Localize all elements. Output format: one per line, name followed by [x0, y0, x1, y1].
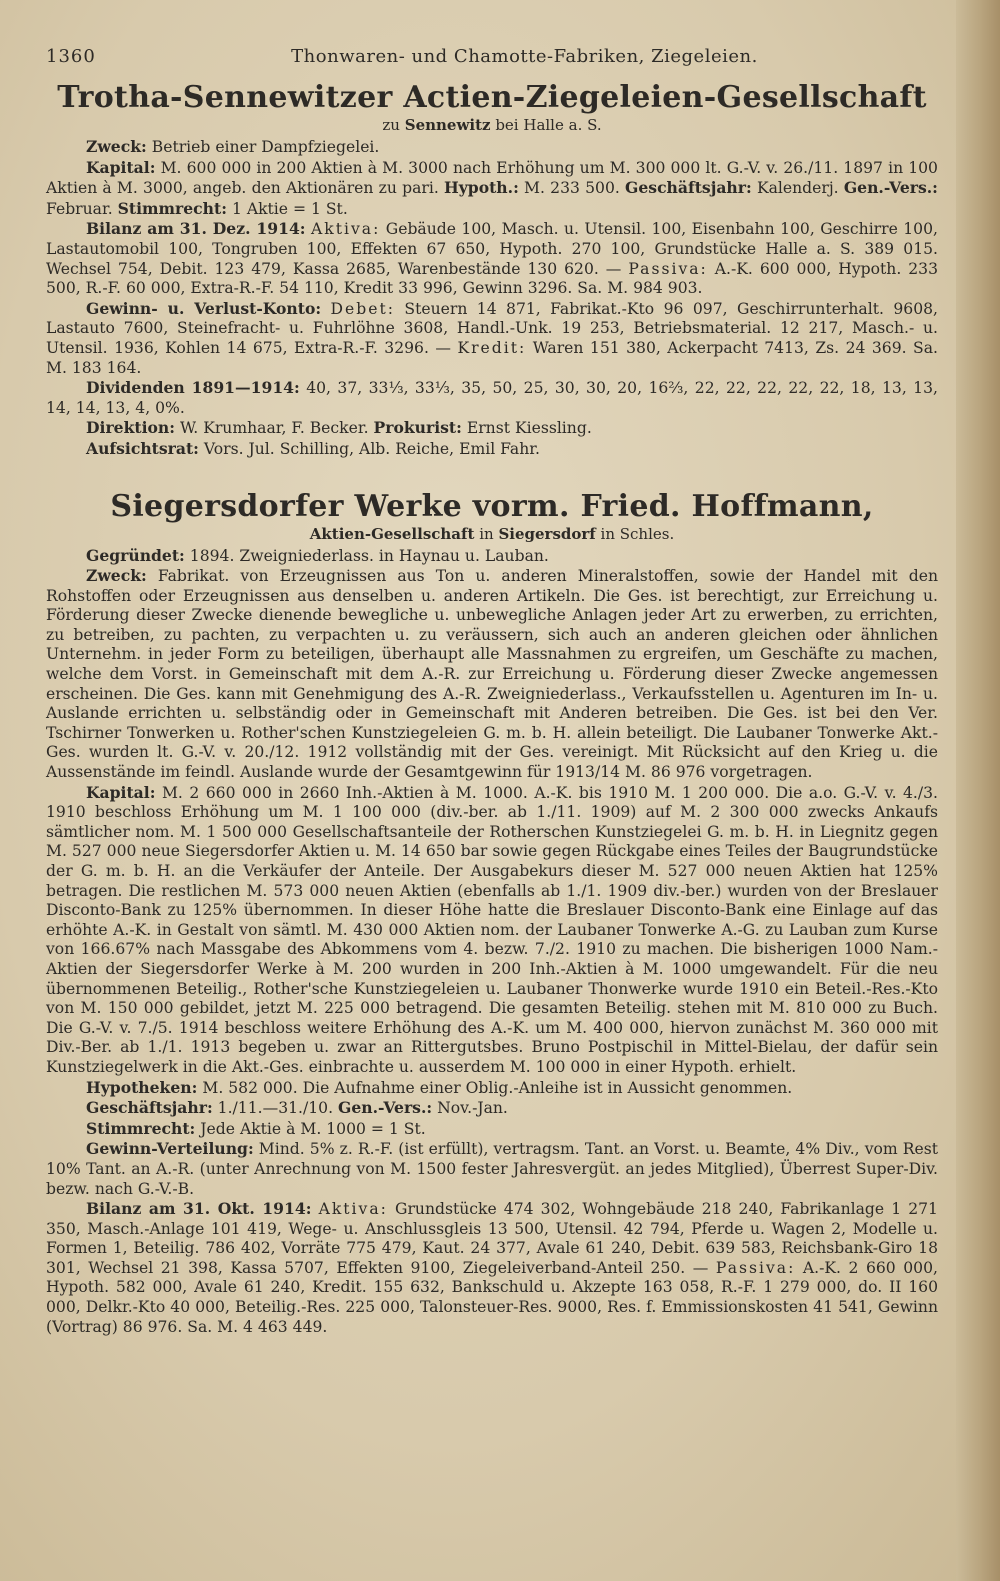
section-gap [46, 460, 938, 486]
company-location: zu Sennewitz bei Halle a. S. [382, 116, 602, 134]
dividenden-paragraph: Dividenden 1891—1914: 40, 37, 33⅓, 33⅓, 35, 50, 25, 30, 30, 20, 16⅔, 22, 22, 22, 22, 22, 18, 13, 13, 14, 14, 13, 4, 0%. [46, 378, 938, 417]
hypotheken-paragraph: Hypotheken: M. 582 000. Die Aufnahme einer Oblig.-Anleihe ist in Aussicht genommen. [86, 1077, 793, 1097]
aufsichtsrat-paragraph: Aufsichtsrat: Vors. Jul. Schilling, Alb. Reiche, Emil Fahr. [86, 438, 540, 458]
gegruendet-paragraph: Gegründet: 1894. Zweigniederlass. in Haynau u. Lauban. [86, 545, 549, 565]
direktion-paragraph: Direktion: W. Krumhaar, F. Becker. Prokurist: Ernst Kiessling. [86, 418, 592, 438]
bilanz-paragraph: Bilanz am 31. Okt. 1914: Aktiva: Grundstücke 474 302, Wohngebäude 218 240, Fabrikanlage 1 271 350, Masch.-Anlage 101 419, Wege- u. Anschlussgleis 13 500, Utensil. 42 794, Pferde u. Wagen 2, Modelle u. Formen 1, Beteilig. 786 402, Vorräte 775 479, Kaut. 24 377, Avale 61 240, Debit. 639 583, Reichsbank-Giro 18 301, Wechsel 21 398, Kassa 5707, Effekten 9100, Ziegeleiverband-Anteil 250. — Passiva: A.-K. 2 660 000, Hypoth. 582 000, Avale 61 240, Kredit. 155 632, Bankschuld u. Akzepte 163 058, R.-F. 1 279 000, do. II 160 000, Delkr.-Kto 40 000, Beteilig.-Res. 225 000, Talonsteuer-Res. 9000, Res. f. Emmissionskosten 41 541, Gewinn (Vortrag) 86 976. Sa. M. 4 463 449. [46, 1199, 938, 1336]
stimmrecht-paragraph: Stimmrecht: Jede Aktie à M. 1000 = 1 St. [86, 1118, 426, 1138]
geschaeftsjahr-paragraph: Geschäftsjahr: 1./11.—31./10. Gen.-Vers.: Nov.-Jan. [86, 1098, 508, 1118]
zweck-paragraph: Zweck: Fabrikat. von Erzeugnissen aus Ton u. anderen Mineralstoffen, sowie der Handel mit den Rohstoffen oder Erzeugnissen aus denselben u. anderen Artikeln. Die Ges. ist berechtigt, zur Erreichung u. Förderung dieser Zwecke dienende bewegliche u. unbewegliche Anlagen jeder Art zu erwerben, zu errichten, zu betreiben, zu pachten, zu verpachten u. zu veräussern, sich auch an anderen gleichen oder ähnlichen Unternehm. in jeder Form zu beteiligen, überhaupt alle Massnahmen zu ergreifen, um Geschäfte zu machen, welche dem Vorst. in Gemeinschaft mit dem A.-R. zur Erreichung u. Förderung dieser Zwecke angemessen erscheinen. Die Ges. kann mit Genehmigung des A.-R. Zweigniederlass., Verkaufsstellen u. Agenturen im In- u. Auslande errichten u. selbständig oder in Gemeinschaft mit Anderen betreiben. Die Ges. ist bei den Ver. Tschirner Tonwerken u. Rother'schen Kunstziegeleien G. m. b. H. allein beteiligt. Die Laubaner Tonwerke Akt.-Ges. wurden lt. G.-V. v. 20./12. 1912 vollständig mit der Ges. vereinigt. Mit Rücksicht auf den Krieg u. die Aussenstände im feindl. Auslande wurde der Gesamtgewinn für 1913/14 M. 86 976 vorgetragen. [46, 566, 938, 782]
zweck-paragraph: Zweck: Betrieb einer Dampfziegelei. [86, 137, 380, 156]
company-title: Trotha-Sennewitzer Actien-Ziegeleien-Gesellschaft [57, 80, 927, 115]
page-number: 1360 [46, 46, 96, 67]
gewinn-verteilung-paragraph: Gewinn-Verteilung: Mind. 5% z. R.-F. (ist erfüllt), vertragsm. Tant. an Vorst. u. Beamte, 4% Div., vom Rest 10% Tant. an A.-R. (unter Anrechnung von M. 1500 fester Jahresvergüt. an jedes Mitglied), Überrest Super-Div. bezw. nach G.-V.-B. [46, 1139, 938, 1198]
bilanz-paragraph: Bilanz am 31. Dez. 1914: Aktiva: Gebäude 100, Masch. u. Utensil. 100, Eisenbahn 100, Geschirre 100, Lastautomobil 100, Tongruben 100, Effekten 67 650, Hypoth. 270 100, Grundstücke Halle a. S. 389 015. Wechsel 754, Debit. 123 479, Kassa 2685, Warenbestände 130 620. — Passiva: A.-K. 600 000, Hypoth. 233 500, R.-F. 60 000, Extra-R.-F. 54 110, Kredit 33 996, Gewinn 3296. Sa. M. 984 903. [46, 219, 938, 298]
page-edge [956, 0, 1000, 1581]
running-title: Thonwaren- und Chamotte-Fabriken, Ziegeleien. [291, 46, 758, 67]
kapital-paragraph: Kapital: M. 2 660 000 in 2660 Inh.-Aktien à M. 1000. A.-K. bis 1910 M. 1 200 000. Die a.o. G.-V. v. 4./3. 1910 beschloss Erhöhung um M. 1 100 000 (div.-ber. ab 1./11. 1909) auf M. 2 300 000 zwecks Ankaufs sämtlicher nom. M. 1 500 000 Gesellschaftsanteile der Rotherschen Kunstziegelei G. m. b. H. in Liegnitz gegen M. 527 000 neue Siegersdorfer Aktien u. M. 14 650 bar sowie gegen Rückgabe eines Teiles der Baugrundstücke der G. m. b. H. an die Verkäufer der Anteile. Der Ausgabekurs dieser M. 527 000 neuen Aktien hat 125% betragen. Die restlichen M. 573 000 neuen Aktien (ebenfalls ab 1./1. 1909 div.-ber.) wurden von der Breslauer Disconto-Bank zu 125% übernommen. In dieser Höhe hatte die Breslauer Disconto-Bank eine Einlage auf das erhöhte A.-K. in Gestalt von sämtl. M. 430 000 Aktien nom. der Laubaner Tonwerke A.-G. zu Lauban zum Kurse von 166.67% nach Massgabe des Abkommens vom 4. bezw. 7./2. 1910 zu machen. Die bisherigen 1000 Nam.-Aktien der Siegersdorfer Werke à M. 200 wurden in 200 Inh.-Aktien à M. 1000 umgewandelt. Für die neu übernommenen Beteilig., Rother'sche Kunstziegeleien u. Laubaner Thonwerke wurde 1910 ein Beteil.-Res.-Kto von M. 150 000 gebildet, jetzt M. 225 000 betragend. Die gesamten Beteilig. stehen mit M. 810 000 zu Buch. Die G.-V. v. 7./5. 1914 beschloss weitere Erhöhung des A.-K. um M. 400 000, hiervon zunächst M. 360 000 mit Div.-Ber. ab 1./1. 1913 begeben u. zwar an Rittergutsbes. Bruno Postpischil in Mittel-Bielau, der dafür sein Kunstziegelwerk in die Akt.-Ges. einbrachte u. ausserdem M. 100 000 in einer Hypoth. erhielt. [46, 782, 939, 1076]
company-subtitle: Aktien-Gesellschaft in Siegersdorf in Schles. [309, 524, 675, 543]
page-header [46, 46, 938, 67]
entry-siegersdorfer-werke [46, 490, 938, 1338]
entry-trotha-sennewitzer [46, 81, 938, 460]
guv-paragraph: Gewinn- u. Verlust-Konto: Debet: Steuern 14 871, Fabrikat.-Kto 96 097, Geschirrunterhalt. 9608, Lastauto 7600, Steinefracht- u. Fuhrlöhne 3608, Handl.-Unk. 19 253, Betriebsmaterial. 12 217, Masch.- u. Utensil. 1936, Kohlen 14 675, Extra-R.-F. 3296. — Kredit: Waren 151 380, Ackerpacht 7413, Zs. 24 369. Sa. M. 183 164. [46, 298, 938, 377]
kapital-paragraph: Kapital: M. 600 000 in 200 Aktien à M. 3000 nach Erhöhung um M. 300 000 lt. G.-V. v. 26./11. 1897 in 100 Aktien à M. 3000, angeb. den Aktionären zu pari. Hypoth.: M. 233 500. Geschäftsjahr: Kalenderj. Gen.-Vers.: Februar. Stimmrecht: 1 Aktie = 1 St. [46, 157, 938, 218]
company-title: Siegersdorfer Werke vorm. Fried. Hoffmann, [110, 488, 874, 524]
